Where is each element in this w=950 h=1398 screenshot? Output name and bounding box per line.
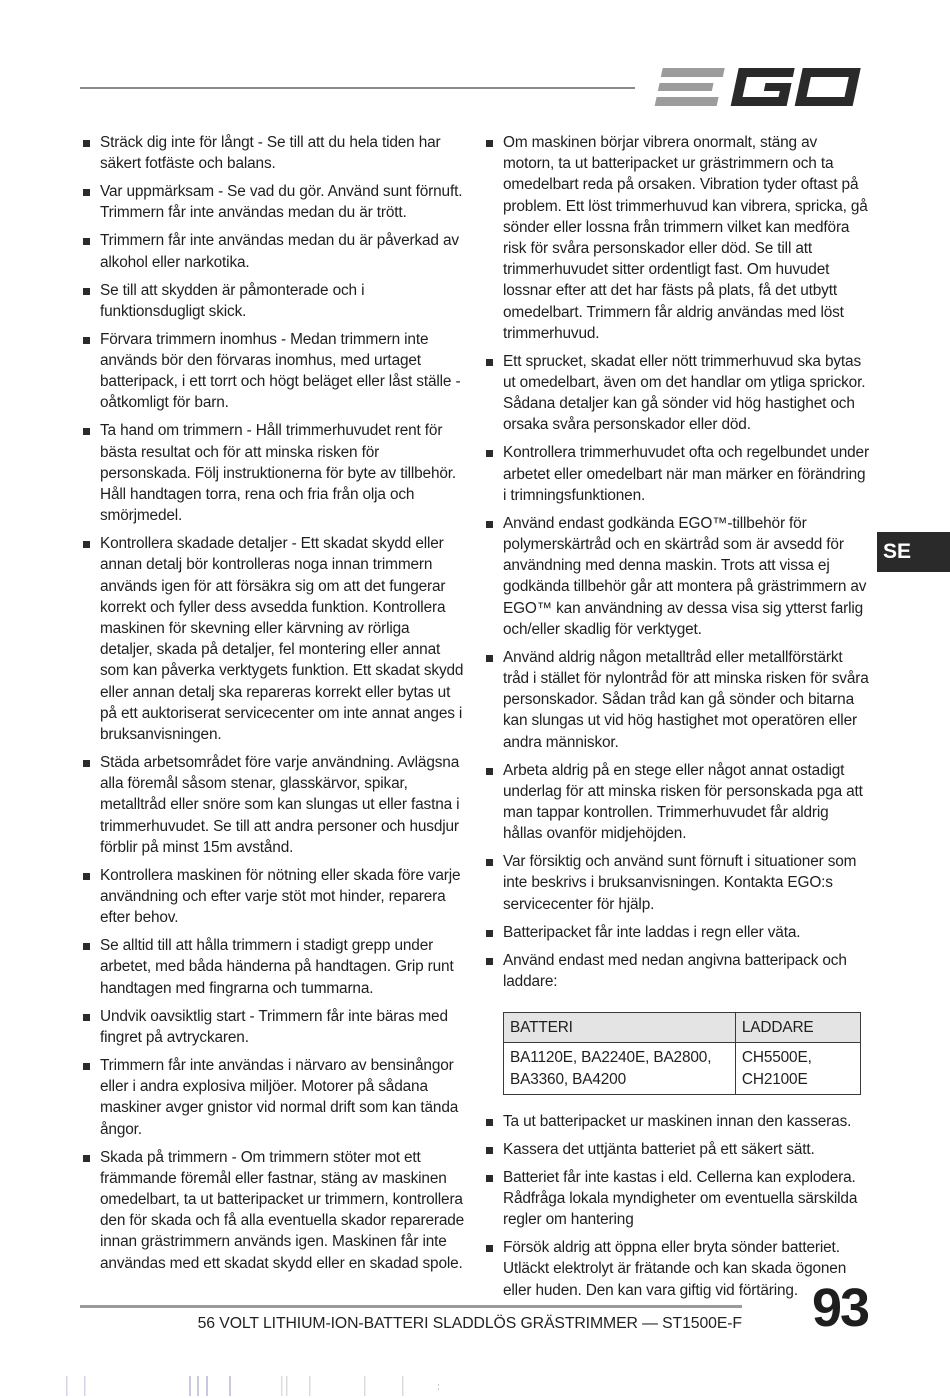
- square-bullet-icon: [83, 288, 90, 295]
- list-item: [82, 181, 466, 223]
- list-item-text: Kassera det uttjänta batteriet på ett säkert sätt.: [503, 1140, 815, 1158]
- list-item-text: Kontrollera skadade detaljer - Ett skadat skydd eller annan detalj bör kontrolleras noga innan trimmern används igen för att försäkra sig om att det fungerar korrekt och fyller dess avsedda funktion. Kontrollera maskinen för skevning eller kärvning av rörliga detaljer, skada på detaljer, fel montering eller annat som kan påverka verktygets funktion. Ett skadat skydd eller annan detalj ska repareras korrekt eller bytas ut på ett auktoriserat servicecenter om inte annat anges i bruksanvisningen.: [100, 535, 464, 744]
- table-header-battery: BATTERI: [504, 1013, 736, 1043]
- right-safety-list: [485, 132, 869, 992]
- list-item-text: Kontrollera maskinen för nötning eller skada före varje användning och efter varje stöt mot hinder, reparera efter behov.: [100, 866, 461, 927]
- left-safety-list: [82, 132, 466, 1274]
- list-item: [485, 1167, 869, 1231]
- language-tab: SE: [877, 532, 950, 572]
- list-item: [82, 752, 466, 858]
- square-bullet-icon: [83, 238, 90, 245]
- list-item-text: Använd endast godkända EGO™-tillbehör för polymerskärtråd och en skärtråd som är avsedd för användning med denna maskin. Trots att vissa ej godkända tillbehör går att montera på grästrimmern av EGO™ kan användning av dessa visa sig ytterst farlig och/eller skadlig för verktyget.: [503, 514, 867, 638]
- list-item-text: Se till att skydden är påmonterade och i funktionsdugligt skick.: [100, 281, 365, 320]
- square-bullet-icon: [486, 859, 493, 866]
- list-item-text: Om maskinen börjar vibrera onormalt, stäng av motorn, ta ut batteripacket ur grästrimmern och ta omedelbart reda på orsaken. Vibration tyder oftast på problem. Ett löst trimmerhuvud kan vibrera, spricka, gå sönder eller lossna från trimmern vilket kan medföra risk för svåra personskador eller död. Se till att trimmerhuvudet sitter ordentligt fast. Om huvudet lossnar efter att det har fästs på plats, få det utbytt omedelbart. Trimmern får aldrig användas med löst trimmerhuvud.: [503, 134, 868, 342]
- list-item-text: Trimmern får inte användas medan du är påverkad av alkohol eller narkotika.: [100, 232, 459, 271]
- list-item: [82, 935, 466, 999]
- list-item-text: Batteriet får inte kastas i eld. Cellerna kan explodera. Rådfråga lokala myndigheter om eventuella särskilda regler om hantering: [503, 1168, 858, 1229]
- square-bullet-icon: [486, 768, 493, 775]
- list-item: [82, 865, 466, 929]
- list-item: [82, 280, 466, 322]
- ego-logo: [650, 62, 862, 112]
- square-bullet-icon: [83, 943, 90, 950]
- list-item-text: Arbeta aldrig på en stege eller något annat ostadigt underlag för att minska risken för personskada pga att man tappar kontrollen. Trimmerhuvudet får aldrig hållas ovanför midjehöjden.: [503, 761, 863, 843]
- list-item-text: Sträck dig inte för långt - Se till att du hela tiden har säkert fotfäste och balans.: [100, 134, 441, 173]
- square-bullet-icon: [83, 1063, 90, 1070]
- square-bullet-icon: [486, 140, 493, 147]
- square-bullet-icon: [83, 140, 90, 147]
- square-bullet-icon: [486, 521, 493, 528]
- square-bullet-icon: [486, 655, 493, 662]
- list-item-text: Skada på trimmern - Om trimmern stöter mot ett främmande föremål eller fastnar, stäng av maskinen omedelbart, ta ut batteripacket ur trimmern, kontrollera den för skada och få alla eventuella skador reparerade innan grästrimmern används igen. Maskinen får inte användas med ett skadat skydd eller en skadad spole.: [100, 1148, 465, 1272]
- square-bullet-icon: [486, 1119, 493, 1126]
- list-item: [82, 230, 466, 272]
- list-item: [485, 851, 869, 915]
- square-bullet-icon: [486, 958, 493, 965]
- list-item: [485, 647, 869, 753]
- list-item: [82, 1055, 466, 1140]
- list-item-text: Var försiktig och använd sunt förnuft i situationer som inte beskrivs i bruksanvisningen. Kontakta EGO:s servicecenter för hjälp.: [503, 853, 857, 913]
- list-item: [82, 533, 466, 745]
- list-item: [485, 132, 869, 344]
- square-bullet-icon: [83, 1014, 90, 1021]
- page-number: 93: [812, 1278, 869, 1338]
- list-item: [82, 329, 466, 414]
- footer-rule: [80, 1305, 742, 1308]
- right-battery-disposal-list: [485, 1111, 869, 1301]
- square-bullet-icon: [486, 450, 493, 457]
- list-item-text: Var uppmärksam - Se vad du gör. Använd sunt förnuft. Trimmern får inte användas medan du är trött.: [100, 183, 463, 222]
- list-item-text: Använd endast med nedan angivna batteripack och laddare:: [503, 951, 847, 990]
- square-bullet-icon: [83, 541, 90, 548]
- list-item-text: Förvara trimmern inomhus - Medan trimmern inte används bör den förvaras inomhus, med urtaget batteripack, i ett torrt och högt beläget eller låst ställe - oåtkomligt för barn.: [100, 330, 461, 412]
- logo-e-bar-bottom: [655, 97, 719, 106]
- print-marks: [66, 1376, 466, 1396]
- square-bullet-icon: [83, 337, 90, 344]
- square-bullet-icon: [83, 760, 90, 767]
- list-item: [485, 442, 869, 506]
- list-item: [485, 1139, 869, 1160]
- square-bullet-icon: [486, 359, 493, 366]
- battery-charger-table: [503, 1012, 861, 1095]
- list-item: [485, 950, 869, 992]
- list-item: [82, 1147, 466, 1274]
- list-item: [485, 351, 869, 436]
- square-bullet-icon: [83, 189, 90, 196]
- list-item-text: Trimmern får inte användas i närvaro av bensinångor eller i andra explosiva miljöer. Motorer på sådana maskiner avger gnistor vid normal drift som kan tända ångor.: [100, 1056, 459, 1138]
- list-item-text: Ta ut batteripacket ur maskinen innan den kasseras.: [503, 1112, 852, 1130]
- left-column: [82, 132, 466, 1281]
- list-item-text: Se alltid till att hålla trimmern i stadigt grepp under arbetet, med båda händerna på handtagen. Grip runt handtagen med fingrarna och tummarna.: [100, 937, 454, 997]
- square-bullet-icon: [486, 1147, 493, 1154]
- footer-title: 56 VOLT LITHIUM-ION-BATTERI SLADDLÖS GRÄSTRIMMER — ST1500E-F: [197, 1315, 742, 1332]
- square-bullet-icon: [83, 428, 90, 435]
- list-item-text: Ta hand om trimmern - Håll trimmerhuvudet rent för bästa resultat och för att minska risken för personskada. Följ instruktionerna för byte av tillbehör. Håll handtagen torra, rena och fria från olja och smörjmedel.: [100, 422, 457, 525]
- square-bullet-icon: [83, 1155, 90, 1162]
- list-item: [82, 420, 466, 526]
- right-column: [485, 132, 869, 1308]
- list-item-text: Undvik oavsiktlig start - Trimmern får inte bäras med fingret på avtryckaren.: [100, 1007, 448, 1046]
- square-bullet-icon: [486, 1175, 493, 1182]
- list-item: [485, 760, 869, 845]
- list-item-text: Försök aldrig att öppna eller bryta sönder batteriet. Utläckt elektrolyt är frätande och kan skada ögonen eller huden. Den kan vara giftig vid förtäring.: [503, 1239, 847, 1299]
- table-cell-chargers: CH5500E, CH2100E: [735, 1043, 860, 1094]
- list-item-text: Batteripacket får inte laddas i regn eller väta.: [503, 923, 801, 941]
- list-item: [82, 1006, 466, 1048]
- square-bullet-icon: [486, 1245, 493, 1252]
- table-header-row: [504, 1013, 861, 1043]
- list-item-text: Använd aldrig någon metalltråd eller metallförstärkt tråd i stället för nylontråd för att minska risken för svåra personskador. Sådan tråd kan gå sönder och bitarna kan slungas ut vid hög hastighet mot operatören eller andra människor.: [503, 648, 869, 751]
- logo-o-shape: [795, 68, 861, 106]
- list-item: [485, 1111, 869, 1132]
- logo-g-shape: [731, 68, 795, 106]
- list-item: [485, 922, 869, 943]
- logo-e-bar-top: [661, 68, 725, 77]
- list-item-text: Kontrollera trimmerhuvudet ofta och regelbundet under arbetet eller omedelbart när man märker en förändring i trimningsfunktionen.: [503, 444, 869, 504]
- table-row: [504, 1043, 861, 1094]
- table-cell-batteries: BA1120E, BA2240E, BA2800, BA3360, BA4200: [504, 1043, 736, 1094]
- table-header-charger: LADDARE: [735, 1013, 860, 1043]
- square-bullet-icon: [486, 930, 493, 937]
- logo-e-bar-middle: [658, 83, 714, 91]
- square-bullet-icon: [83, 873, 90, 880]
- list-item-text: Ett sprucket, skadat eller nött trimmerhuvud ska bytas ut omedelbart, även om det handlar om ytliga sprickor. Sådana detaljer kan gå sönder vid hög hastighet och orsaka svåra personskador eller död.: [503, 352, 866, 434]
- list-item: [82, 132, 466, 174]
- list-item-text: Städa arbetsområdet före varje användning. Avlägsna alla föremål såsom stenar, glasskärvor, spikar, metalltråd eller snöre som kan slungas ut eller fastna i trimmerhuvudet. Se till att andra personer och husdjur förblir på minst 15m avstånd.: [100, 754, 460, 856]
- header-rule: [80, 87, 635, 89]
- list-item: [485, 513, 869, 640]
